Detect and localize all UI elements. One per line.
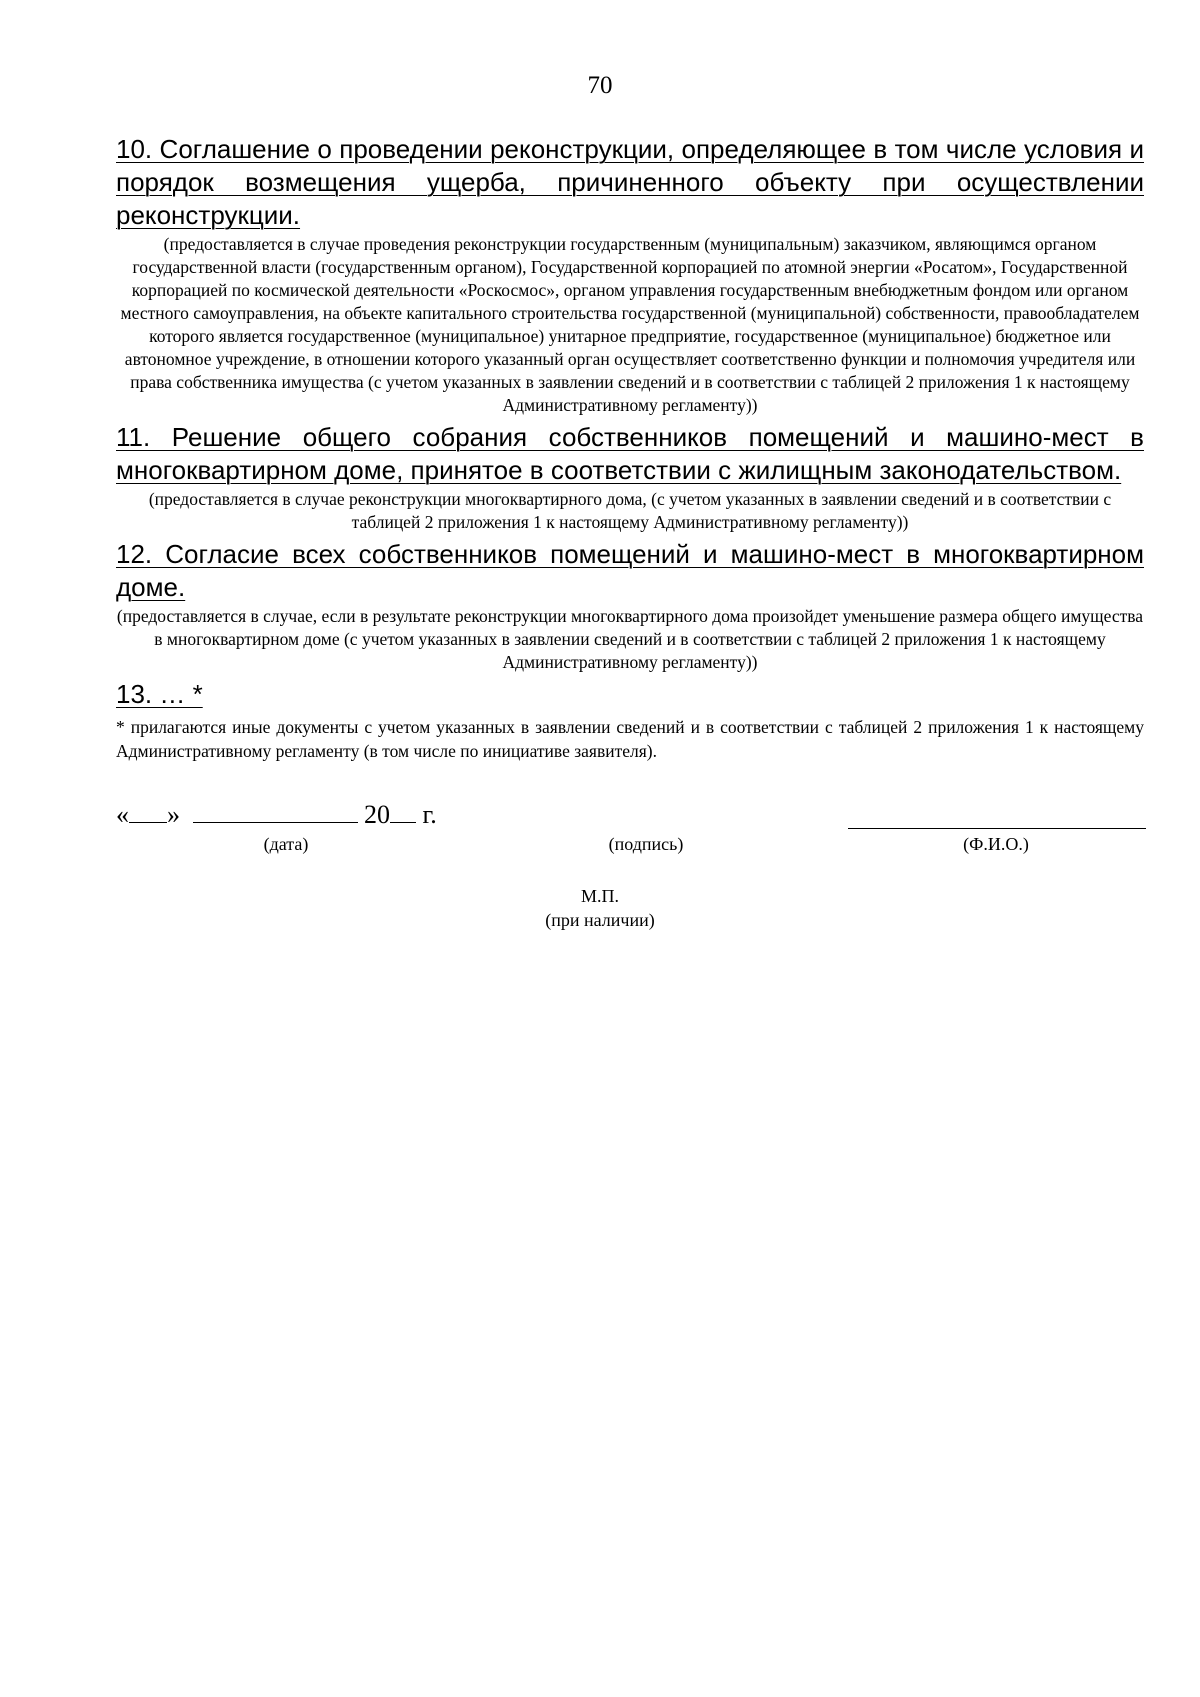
year-prefix: 20 [364,800,390,829]
stamp-note: (при наличии) [545,910,655,930]
item-11-note: (предоставляется в случае реконструкции многоквартирного дома, (с учетом указанных в заявлении сведений и в соответствии с таблицей 2 приложения 1 к настоящему Административному регламенту)) [148,489,1112,532]
item-11-title: 11. Решение общего собрания собственников помещений и машино-мест в многоквартирном доме, принятое в соответствии с жилищным законодательством. [116,422,1144,485]
item-10 [116,133,1144,417]
item-10-title: 10. Соглашение о проведении реконструкции, определяющее в том числе условия и порядок возмещения ущерба, причиненного объекту при осуществлении реконструкции. [116,134,1144,230]
date-label: (дата) [263,834,309,854]
stamp-label: М.П. [580,886,619,906]
footnote: * прилагаются иные документы с учетом указанных в заявлении сведений и в соответствии с таблицей 2 приложения 1 к настоящему Административному регламенту (в том числе по инициативе заявителя). [116,717,1144,761]
page-number: 70 [587,72,613,99]
item-12-note: (предоставляется в случае, если в результате реконструкции многоквартирного дома произойдет уменьшение размера общего имущества в многоквартирном доме (с учетом указанных в заявлении сведений и в соответствии с таблицей 2 приложения 1 к настоящему Административному регламенту)) [116,606,1144,672]
item-10-note: (предоставляется в случае проведения реконструкции государственным (муниципальным) заказчиком, являющимся органом государственной власти (государственным органом), Государственной корпорацией по атомной энергии «Росатом», Государственной корпорацией по космической деятельности «Роскосмос», органом управления государственным внебюджетным фондом или органом местного самоуправления, на объекте капитального строительства государственной (муниципальной) собственности, правообладателем которого является государственное (муниципальное) унитарное предприятие, государственное (муниципальное) бюджетное или автономное учреждение, в отношении которого указанный орган осуществляет соответственно функции и полномочия учредителя или права собственника имущества (с учетом указанных в заявлении сведений и в соответствии с таблицей 2 приложения 1 к настоящему Административному регламенту)) [120,234,1140,415]
name-line[interactable] [848,828,1146,829]
open-quote: « [116,800,129,829]
item-12-title: 12. Согласие всех собственников помещений и машино-мест в многоквартирном доме. [116,539,1144,602]
signature-label: (подпись) [608,834,684,854]
item-13-title: 13. … * [116,679,203,709]
name-label: (Ф.И.О.) [963,834,1029,854]
signature-block [116,800,1146,870]
month-blank[interactable] [193,800,358,823]
date-field [116,800,437,830]
year-suffix: г. [422,800,437,829]
year-blank[interactable] [390,800,416,823]
day-blank[interactable] [129,800,167,823]
item-13 [116,678,1144,711]
item-11 [116,421,1144,534]
document-body [116,133,1144,763]
stamp-area [0,884,1200,932]
item-12 [116,538,1144,674]
close-quote: » [167,800,180,829]
